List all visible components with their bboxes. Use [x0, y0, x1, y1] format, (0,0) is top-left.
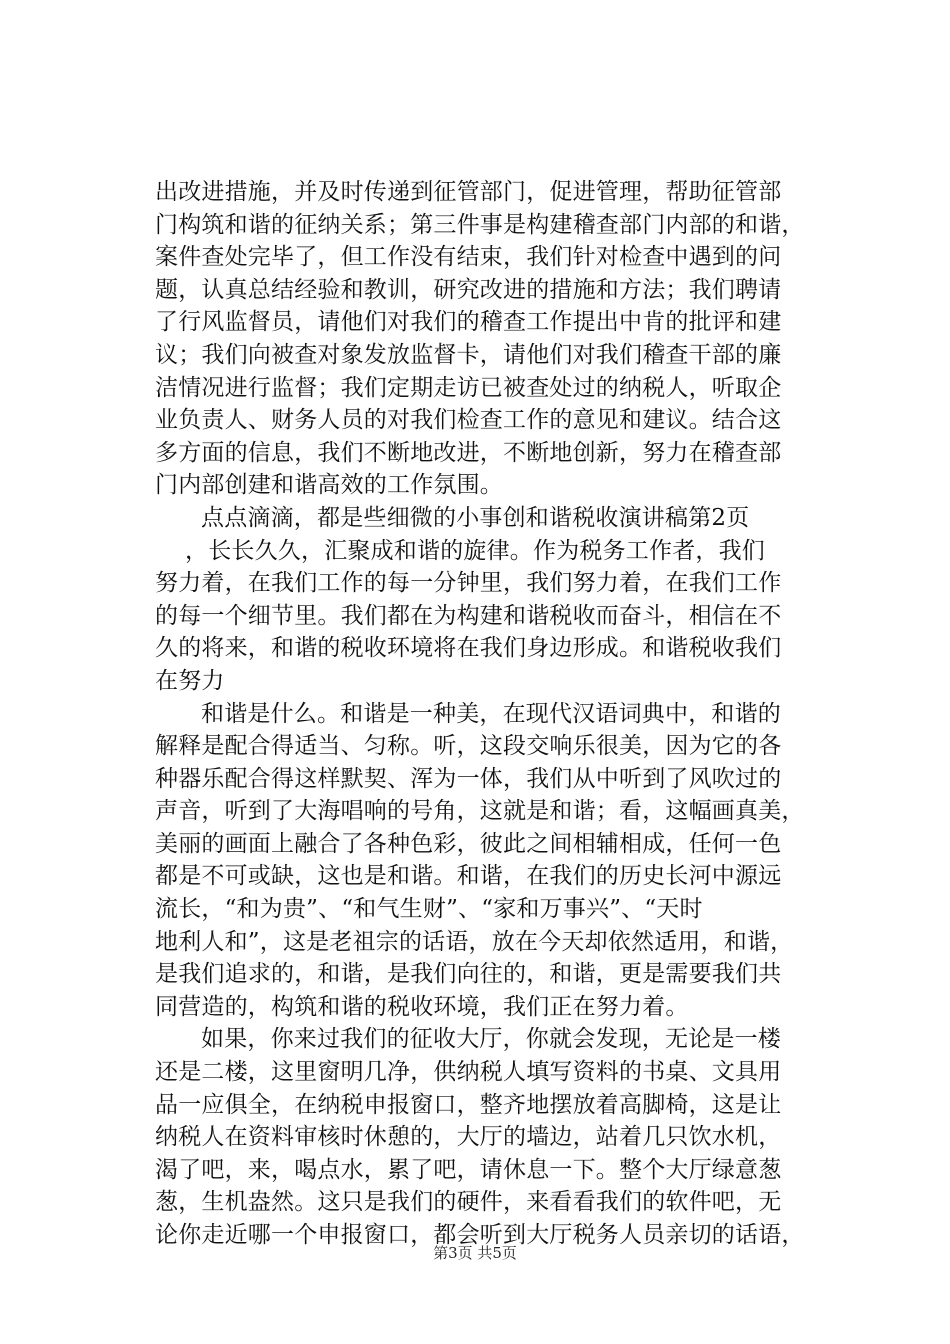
text-line: 洁情况进行监督；我们定期走访已被查处过的纳税人，听取企	[155, 374, 782, 401]
text-line: 解释是配合得适当、匀称。听，这段交响乐很美，因为它的各	[155, 733, 782, 760]
text-line: 地利人和”，这是老祖宗的话语，放在今天却依然适用，和谐，	[155, 928, 794, 955]
text-line: 同营造的，构筑和谐的税收环境，我们正在努力着。	[155, 993, 689, 1020]
page-footer	[0, 1243, 950, 1263]
text-line: 种器乐配合得这样默契、浑为一体，我们从中听到了风吹过的	[155, 765, 782, 792]
text-line: 的每一个细节里。我们都在为构建和谐税收而奋斗，相信在不	[155, 602, 782, 629]
page-number-label: 第3页 共5页	[433, 1244, 517, 1262]
text-line: 葱，生机盎然。这只是我们的硬件，来看看我们的软件吧，无	[155, 1189, 782, 1216]
text-line: 流长，“和为贵”、“和气生财”、“家和万事兴”、“天时	[155, 896, 703, 923]
text-line: 出改进措施，并及时传递到征管部门，促进管理，帮助征管部	[155, 179, 782, 205]
text-line: 品一应俱全，在纳税申报窗口，整齐地摆放着高脚椅，这是让	[155, 1091, 782, 1118]
text-line: 业负责人、财务人员的对我们检查工作的意见和建议。结合这	[155, 407, 782, 434]
text-line: 门构筑和谐的征纳关系；第三件事是构建稽查部门内部的和谐，	[155, 211, 805, 238]
paragraph-start-line: 和谐是什么。和谐是一种美，在现代汉语词典中，和谐的	[201, 700, 781, 727]
text-line: 是我们追求的，和谐，是我们向往的，和谐，更是需要我们共	[155, 961, 782, 988]
text-line: 渴了吧，来，喝点水，累了吧，请休息一下。整个大厅绿意葱	[155, 1156, 782, 1183]
text-line: 门内部创建和谐高效的工作氛围。	[155, 472, 503, 499]
text-line: 案件查处完毕了，但工作没有结束，我们针对检查中遇到的问	[155, 244, 782, 271]
text-line: 声音，听到了大海唱响的号角，这就是和谐；看，这幅画真美，	[155, 798, 805, 825]
text-line: 在努力	[155, 667, 225, 694]
text-line: ，长长久久，汇聚成和谐的旋律。作为税务工作者，我们	[185, 537, 765, 564]
text-line: 努力着，在我们工作的每一分钟里，我们努力着，在我们工作	[155, 570, 782, 597]
text-line: 议；我们向被查对象发放监督卡，请他们对我们稽查干部的廉	[155, 341, 782, 368]
paragraph-start-line: 如果，你来过我们的征收大厅，你就会发现，无论是一楼	[201, 1026, 781, 1053]
text-line: 论你走近哪一个申报窗口，都会听到大厅税务人员亲切的话语，	[155, 1222, 805, 1248]
text-line: 久的将来，和谐的税收环境将在我们身边形成。和谐税收我们	[155, 635, 782, 662]
text-line: 了行风监督员，请他们对我们的稽查工作提出中肯的批评和建	[155, 309, 782, 336]
text-line: 都是不可或缺，这也是和谐。和谐，在我们的历史长河中源远	[155, 863, 782, 890]
text-line: 多方面的信息，我们不断地改进，不断地创新，努力在稽查部	[155, 439, 782, 466]
text-line: 美丽的画面上融合了各种色彩，彼此之间相辅相成，任何一色	[155, 830, 782, 857]
body-text	[155, 176, 845, 1252]
text-line: 纳税人在资料审核时休憩的，大厅的墙边，站着几只饮水机，	[155, 1124, 782, 1151]
paragraph-start-line: 点点滴滴，都是些细微的小事创和谐税收演讲稿第2页	[201, 504, 750, 531]
text-line: 还是二楼，这里窗明几净，供纳税人填写资料的书桌、文具用	[155, 1059, 782, 1086]
text-line: 题，认真总结经验和教训，研究改进的措施和方法；我们聘请	[155, 276, 782, 303]
